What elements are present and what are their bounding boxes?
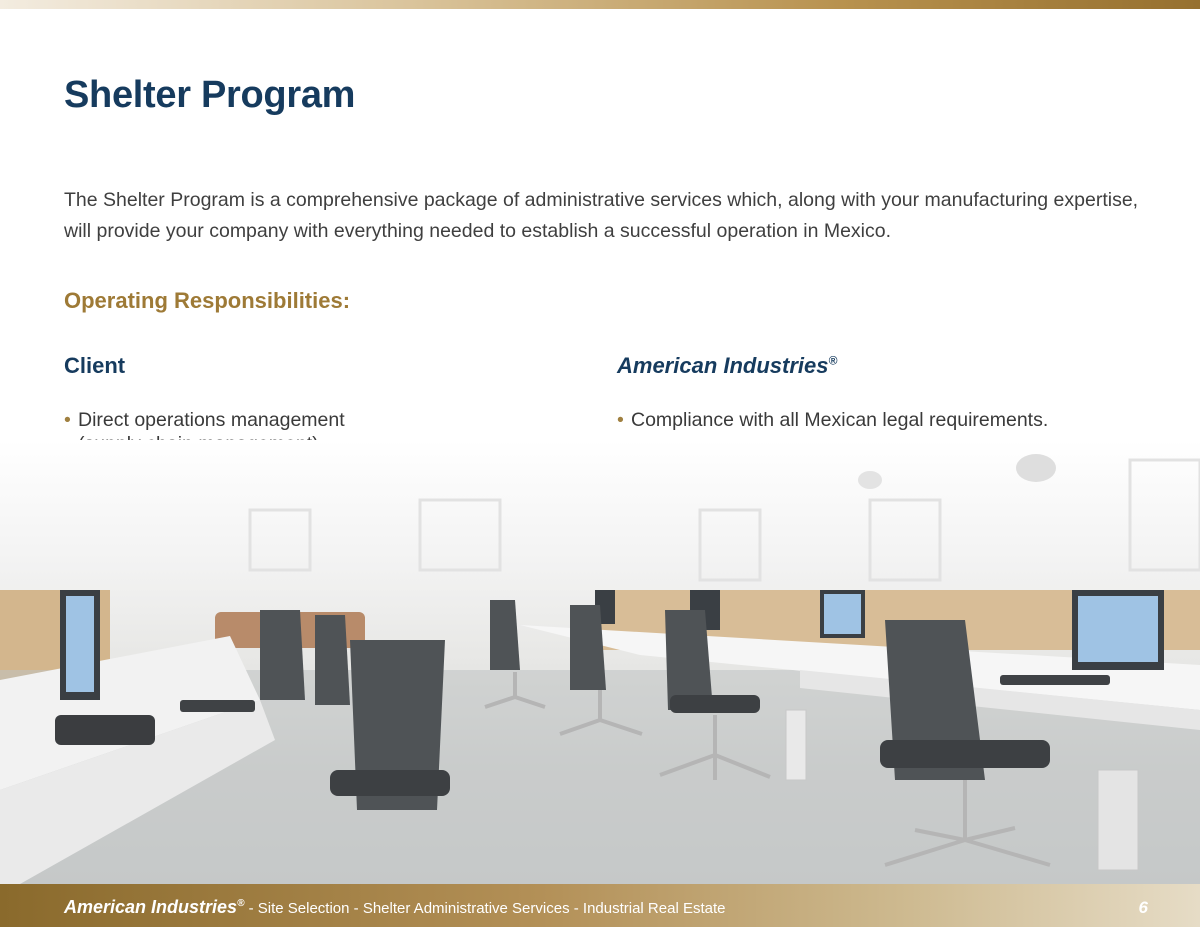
- bullet-icon: •: [617, 409, 624, 431]
- page-title: Shelter Program: [64, 74, 356, 116]
- footer-brand: [64, 897, 244, 917]
- footer-registered-mark: ®: [237, 898, 245, 909]
- footer-bar: [0, 884, 1200, 927]
- footer-text: [64, 897, 725, 918]
- office-photo: [0, 440, 1200, 884]
- office-illustration: [0, 440, 1200, 884]
- top-accent-bar: [0, 0, 1200, 9]
- american-industries-heading: [617, 353, 837, 379]
- intro-paragraph: The Shelter Program is a comprehensive package of administrative services which, along with your manufacturing expertise, will provide your company with everything needed to establish a successful operation in Mexico.: [64, 189, 1139, 242]
- bullet-icon: •: [64, 409, 71, 431]
- page-number: 6: [1138, 898, 1148, 917]
- client-heading: Client: [64, 353, 126, 378]
- registered-mark: ®: [828, 353, 838, 368]
- american-heading-text: American Industries: [617, 353, 829, 378]
- footer-tagline: - Site Selection - Shelter Administrative Services - Industrial Real Estate: [244, 900, 726, 917]
- footer-brand-text: American Industries: [64, 897, 238, 917]
- american-item-text: Compliance with all Mexican legal requirements.: [631, 409, 1049, 431]
- window-frames-icon: [250, 460, 1200, 580]
- list-item: [617, 408, 1177, 432]
- client-item-text: Direct operations management: [78, 409, 345, 431]
- section-heading: Operating Responsibilities:: [64, 288, 351, 313]
